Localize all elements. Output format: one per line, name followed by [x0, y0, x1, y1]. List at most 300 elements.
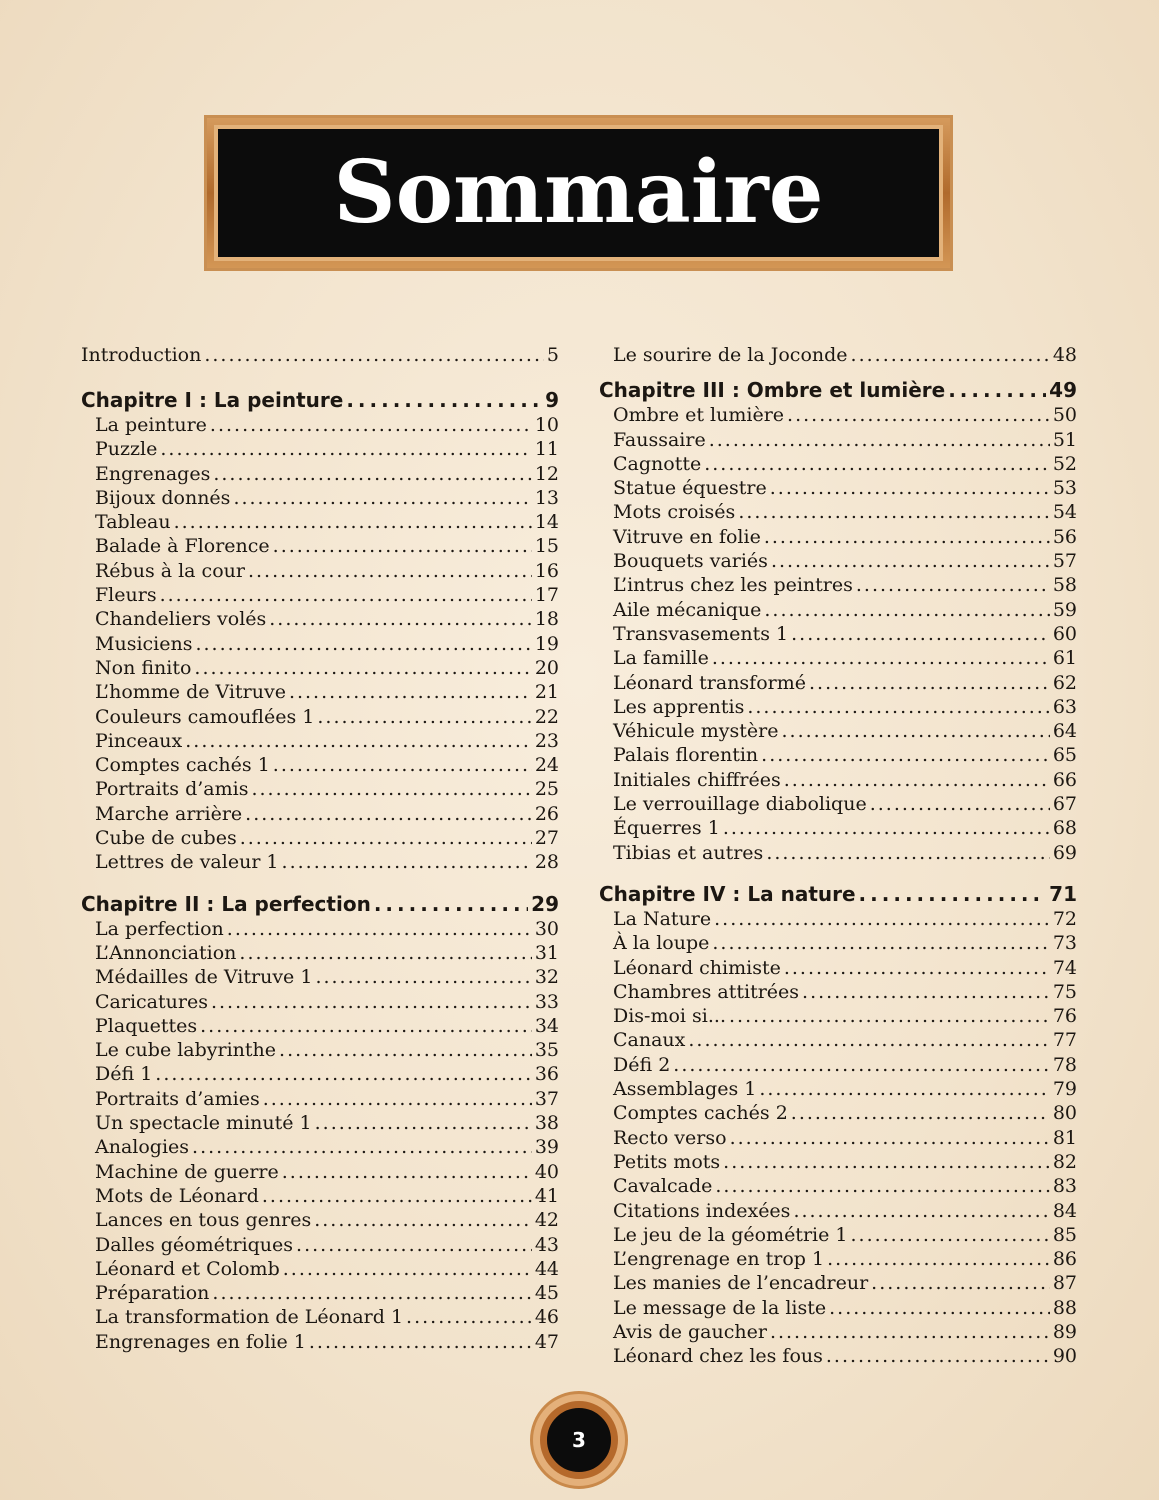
toc-entry-title: Le cube labyrinthe	[95, 1039, 277, 1062]
toc-entry-page: 9	[545, 388, 559, 412]
toc-entry-page: 41	[534, 1184, 559, 1207]
toc-chapter-heading	[599, 882, 1077, 908]
toc-entry-page: 37	[534, 1087, 559, 1110]
toc-entry-title: La transformation de Léonard 1	[95, 1306, 404, 1329]
title-banner-inner	[214, 125, 943, 261]
dot-leader	[296, 1234, 532, 1256]
dot-leader	[239, 942, 531, 964]
dot-leader	[856, 574, 1050, 596]
dot-leader	[715, 1175, 1049, 1197]
dot-leader	[289, 681, 532, 703]
toc-entry-title: Initiales chiffrées	[613, 768, 781, 791]
dot-leader	[712, 932, 1049, 954]
toc-entry	[81, 706, 559, 730]
toc-entry-title: Ombre et lumière	[613, 404, 785, 427]
toc-entry-title: Engrenages en folie 1	[95, 1330, 306, 1353]
toc-entry-title: Chapitre III : Ombre et lumière	[599, 378, 946, 403]
dot-leader	[859, 882, 1047, 906]
toc-entry-title: La famille	[613, 647, 709, 670]
dot-leader	[747, 696, 1049, 718]
toc-entry-page: 83	[1052, 1175, 1077, 1198]
toc-entry-title: Léonard et Colomb	[95, 1257, 280, 1280]
dot-leader	[283, 1258, 532, 1280]
dot-leader	[211, 991, 532, 1013]
toc-entry-title: L’homme de Vitruve	[95, 681, 286, 704]
toc-entry-page: 90	[1052, 1345, 1077, 1368]
toc-entry	[599, 932, 1077, 956]
toc-entry-title: Équerres 1	[613, 817, 720, 840]
toc-entry-page: 39	[534, 1136, 559, 1159]
toc-entry-title: Bijoux donnés	[95, 486, 231, 509]
dot-leader	[809, 672, 1050, 694]
toc-entry-page: 18	[534, 608, 559, 631]
dot-leader	[227, 918, 532, 940]
toc-entry-title: Citations indexées	[613, 1199, 791, 1222]
toc-entry-title: Lances en tous genres	[95, 1209, 312, 1232]
dot-leader	[850, 1224, 1049, 1246]
toc-entry	[599, 793, 1077, 817]
dot-leader	[704, 453, 1050, 475]
toc-entry-page: 24	[534, 754, 559, 777]
toc-entry-page: 47	[534, 1330, 559, 1353]
dot-leader	[273, 535, 532, 557]
toc-entry	[81, 1015, 559, 1039]
toc-entry-title: Cagnotte	[613, 452, 702, 475]
toc-entry-page: 84	[1052, 1199, 1077, 1222]
dot-leader	[784, 957, 1050, 979]
dot-leader	[346, 388, 542, 412]
toc-entry-page: 28	[534, 851, 559, 874]
toc-entry-page: 79	[1052, 1078, 1077, 1101]
dot-leader	[245, 803, 532, 825]
toc-entry-page: 86	[1052, 1248, 1077, 1271]
toc-entry	[81, 918, 559, 942]
dot-leader	[200, 1015, 532, 1037]
toc-entry-title: Marche arrière	[95, 802, 243, 825]
toc-entry	[81, 438, 559, 462]
toc-entry	[81, 827, 559, 851]
toc-entry-page: 11	[534, 438, 559, 461]
toc-entry-title: Engrenages	[95, 462, 211, 485]
toc-entry	[599, 453, 1077, 477]
dot-leader	[759, 1078, 1049, 1100]
toc-entry-title: Petits mots	[613, 1150, 721, 1173]
toc-entry-page: 65	[1052, 744, 1077, 767]
toc-entry	[599, 672, 1077, 696]
dot-leader	[688, 1029, 1049, 1051]
dot-leader	[309, 1331, 532, 1353]
toc-entry	[81, 535, 559, 559]
toc-entry	[599, 477, 1077, 501]
toc-entry	[81, 414, 559, 438]
toc-entry-page: 32	[534, 966, 559, 989]
toc-chapter-heading	[599, 378, 1077, 404]
dot-leader	[263, 1088, 532, 1110]
toc-entry-title: Défi 1	[95, 1063, 153, 1086]
toc-entry-page: 58	[1052, 574, 1077, 597]
toc-entry-page: 35	[534, 1039, 559, 1062]
toc-entry-title: La peinture	[95, 414, 207, 436]
toc-entry-title: Non finito	[95, 656, 192, 679]
toc-entry	[599, 1297, 1077, 1321]
toc-entry-page: 69	[1052, 841, 1077, 864]
toc-entry	[599, 1127, 1077, 1151]
toc-entry-title: Canaux	[613, 1029, 686, 1052]
toc-entry-page: 17	[534, 584, 559, 607]
toc-entry-title: Léonard chimiste	[613, 956, 781, 979]
dot-leader	[764, 599, 1049, 621]
toc-entry	[599, 1175, 1077, 1199]
toc-entry-title: Le jeu de la géométrie 1	[613, 1223, 848, 1246]
toc-entry-title: Assemblages 1	[613, 1078, 757, 1101]
toc-entry-page: 66	[1052, 768, 1077, 791]
toc-entry-title: Statue équestre	[613, 477, 767, 500]
dot-leader	[204, 344, 544, 366]
dot-leader	[673, 1054, 1050, 1076]
toc-entry-page: 77	[1052, 1029, 1077, 1052]
toc-entry-title: L’Annonciation	[95, 941, 237, 964]
toc-entry-title: Un spectacle minuté 1	[95, 1112, 312, 1135]
toc-entry	[599, 817, 1077, 841]
toc-entry	[599, 1054, 1077, 1078]
toc-entry	[599, 1272, 1077, 1296]
dot-leader	[282, 1161, 532, 1183]
toc-entry-title: Chambres attitrées	[613, 980, 800, 1003]
toc-entry	[81, 1039, 559, 1063]
toc-entry	[81, 1088, 559, 1112]
dot-leader	[771, 550, 1050, 572]
dot-leader	[315, 966, 531, 988]
dot-leader	[712, 647, 1050, 669]
dot-leader	[871, 1272, 1050, 1294]
toc-entry-title: Musiciens	[95, 632, 193, 655]
toc-entry-page: 80	[1052, 1102, 1077, 1125]
toc-entry	[81, 991, 559, 1015]
toc-entry-page: 15	[534, 535, 559, 558]
toc-entry-page: 54	[1052, 501, 1077, 524]
toc-entry-page: 16	[534, 559, 559, 582]
toc-entry-title: Pinceaux	[95, 729, 183, 752]
toc-entry-page: 42	[534, 1209, 559, 1232]
dot-leader	[784, 769, 1050, 791]
toc-entry	[81, 487, 559, 511]
toc-entry	[81, 1282, 559, 1306]
dot-leader	[185, 730, 532, 752]
toc-entry-title: Chapitre IV : La nature	[599, 881, 856, 906]
toc-entry	[81, 463, 559, 487]
toc-entry-title: Analogies	[95, 1136, 190, 1159]
dot-leader	[155, 1063, 532, 1085]
toc-entry-title: Vitruve en folie	[613, 525, 761, 548]
dot-leader	[730, 1127, 1050, 1149]
toc-entry	[81, 730, 559, 754]
dot-leader	[273, 754, 532, 776]
toc-entry-title: Le sourire de la Joconde	[613, 344, 848, 366]
toc-entry-title: Couleurs camouflées 1	[95, 705, 315, 728]
dot-leader	[212, 1282, 531, 1304]
toc-entry-page: 56	[1052, 525, 1077, 548]
toc-entry-page: 31	[534, 941, 559, 964]
toc-entry-page: 36	[534, 1063, 559, 1086]
toc-entry-page: 43	[534, 1233, 559, 1256]
dot-leader	[251, 778, 531, 800]
toc-entry-title: À la loupe	[613, 932, 710, 955]
toc-entry-title: Le verrouillage diabolique	[613, 793, 867, 816]
toc-entry-title: Lettres de valeur 1	[95, 851, 279, 874]
dot-leader	[723, 817, 1050, 839]
dot-leader	[233, 487, 531, 509]
toc-entry	[81, 1258, 559, 1282]
toc-entry-page: 27	[534, 827, 559, 850]
dot-leader	[714, 908, 1050, 930]
toc-entry-title: Introduction	[81, 344, 202, 366]
toc-entry-title: Médailles de Vitruve 1	[95, 966, 313, 989]
dot-leader	[213, 463, 531, 485]
toc-entry-title: L’intrus chez les peintres	[613, 574, 853, 597]
toc-entry-title: Chandeliers volés	[95, 608, 267, 631]
toc-entry	[599, 981, 1077, 1005]
toc-entry-page: 21	[534, 681, 559, 704]
toc-entry-page: 74	[1052, 956, 1077, 979]
toc-entry-title: Mots de Léonard	[95, 1184, 259, 1207]
page-number-circle	[540, 1401, 618, 1479]
toc-entry-page: 75	[1052, 980, 1077, 1003]
toc-entry	[81, 657, 559, 681]
dot-leader	[160, 584, 532, 606]
toc-entry	[599, 1102, 1077, 1126]
toc-entry	[599, 1224, 1077, 1248]
toc-entry	[81, 681, 559, 705]
dot-leader	[709, 429, 1050, 451]
toc-entry-title: L’engrenage en trop 1	[613, 1248, 825, 1271]
toc-entry-page: 45	[534, 1282, 559, 1305]
toc-entry-title: Avis de gaucher	[613, 1320, 767, 1343]
title-banner	[204, 115, 953, 271]
toc-entry-page: 33	[534, 990, 559, 1013]
toc-entry	[599, 842, 1077, 866]
toc-entry-title: Tableau	[95, 511, 171, 534]
toc-entry-page: 57	[1052, 550, 1077, 573]
toc-entry-page: 59	[1052, 598, 1077, 621]
toc-entry-title: Rébus à la cour	[95, 559, 245, 582]
toc-entry-page: 63	[1052, 695, 1077, 718]
toc-entry	[599, 550, 1077, 574]
toc-entry-title: La perfection	[95, 917, 224, 940]
toc-entry-page: 67	[1052, 793, 1077, 816]
toc-entry-page: 78	[1052, 1053, 1077, 1076]
toc-chapter-heading	[81, 388, 559, 414]
page-number-badge	[530, 1391, 628, 1489]
toc-entry	[81, 1161, 559, 1185]
toc-entry	[81, 942, 559, 966]
dot-leader	[770, 1321, 1050, 1343]
toc-entry-page: 23	[534, 729, 559, 752]
toc-entry-page: 40	[534, 1160, 559, 1183]
dot-leader	[738, 501, 1050, 523]
toc-entry	[81, 1209, 559, 1233]
toc-entry	[599, 1005, 1077, 1029]
toc-entry-page: 19	[534, 632, 559, 655]
toc-entry	[599, 1321, 1077, 1345]
toc-entry-page: 34	[534, 1014, 559, 1037]
toc-entry-page: 29	[531, 891, 559, 916]
toc-entry-page: 68	[1052, 817, 1077, 840]
toc-entry	[599, 720, 1077, 744]
toc-entry-title: Défi 2	[613, 1053, 671, 1076]
toc-entry-title: Chapitre II : La perfection	[81, 891, 371, 916]
toc-chapter-heading	[81, 892, 559, 918]
toc-entry-page: 12	[534, 462, 559, 485]
toc-entry	[599, 344, 1077, 368]
toc-entry	[599, 957, 1077, 981]
dot-leader	[269, 608, 532, 630]
dot-leader	[870, 793, 1050, 815]
toc-entry	[81, 560, 559, 584]
toc-entry-page: 26	[534, 802, 559, 825]
title-banner-panel	[218, 129, 939, 257]
page-title: Sommaire	[333, 142, 824, 243]
toc-entry-page: 20	[534, 656, 559, 679]
toc-entry-page: 44	[534, 1257, 559, 1280]
toc-entry-page: 14	[534, 511, 559, 534]
toc-entry-title: Puzzle	[95, 438, 158, 461]
toc-entry	[599, 1345, 1077, 1369]
toc-entry	[599, 429, 1077, 453]
toc-entry-page: 71	[1049, 881, 1077, 906]
toc-entry-page: 46	[534, 1306, 559, 1329]
dot-leader	[793, 1200, 1049, 1222]
dot-leader	[802, 981, 1050, 1003]
dot-leader	[192, 1136, 532, 1158]
toc-entry-title: Cube de cubes	[95, 827, 237, 850]
toc-entry	[81, 851, 559, 875]
toc-entry	[599, 404, 1077, 428]
dot-leader	[829, 1297, 1050, 1319]
toc-entry-page: 72	[1052, 907, 1077, 930]
dot-leader	[770, 477, 1050, 499]
toc-entry-page: 61	[1052, 647, 1077, 670]
toc-entry	[599, 908, 1077, 932]
toc-entry-page: 60	[1052, 622, 1077, 645]
dot-leader	[826, 1345, 1050, 1367]
dot-leader	[787, 404, 1050, 426]
toc-entry-title: Dalles géométriques	[95, 1233, 294, 1256]
dot-leader	[195, 633, 531, 655]
toc-entry	[81, 778, 559, 802]
dot-leader	[279, 1039, 532, 1061]
toc-entry	[599, 623, 1077, 647]
toc-entry-title: Léonard transformé	[613, 671, 806, 694]
toc-entry-title: Véhicule mystère	[613, 720, 779, 743]
toc-entry	[81, 754, 559, 778]
dot-leader	[194, 657, 531, 679]
dot-leader	[791, 1102, 1050, 1124]
toc-entry-title: Transvasements 1	[613, 622, 789, 645]
toc-left-column	[81, 344, 559, 1355]
toc-entry	[599, 1029, 1077, 1053]
toc-entry-page: 81	[1052, 1126, 1077, 1149]
dot-leader	[314, 1209, 532, 1231]
toc-entry-title: Portraits d’amis	[95, 778, 249, 801]
toc-entry	[599, 501, 1077, 525]
toc-entry-page: 88	[1052, 1296, 1077, 1319]
toc-entry-title: La Nature	[613, 907, 712, 930]
toc-entry-title: Léonard chez les fous	[613, 1345, 823, 1368]
toc-entry	[599, 647, 1077, 671]
toc-entry	[599, 769, 1077, 793]
toc-entry-page: 82	[1052, 1150, 1077, 1173]
toc-entry	[81, 1063, 559, 1087]
dot-leader	[210, 414, 532, 436]
toc-entry-title: Balade à Florence	[95, 535, 270, 558]
toc-entry	[599, 599, 1077, 623]
toc-entry-page: 5	[546, 344, 559, 366]
page-number: 3	[572, 1428, 586, 1452]
toc-right-column	[599, 344, 1077, 1370]
toc-entry-title: Les apprentis	[613, 695, 745, 718]
toc-entry-page: 25	[534, 778, 559, 801]
toc-entry	[81, 344, 559, 372]
toc-entry-page: 89	[1052, 1320, 1077, 1343]
dot-leader	[791, 623, 1050, 645]
dot-leader	[160, 438, 531, 460]
dot-leader	[374, 892, 528, 916]
dot-leader	[240, 827, 532, 849]
toc-entry-page: 73	[1052, 932, 1077, 955]
toc-entry-page: 62	[1052, 671, 1077, 694]
toc-entry-page: 48	[1052, 344, 1077, 366]
toc-entry-title: Bouquets variés	[613, 550, 768, 573]
dot-leader	[948, 378, 1046, 402]
toc-entry	[81, 1306, 559, 1330]
toc-entry-title: Les manies de l’encadreur	[613, 1272, 869, 1295]
toc-entry-title: Plaquettes	[95, 1014, 198, 1037]
toc-entry-title: Cavalcade	[613, 1175, 713, 1198]
toc-entry-page: 52	[1052, 452, 1077, 475]
toc-entry-title: Dis-moi si...	[613, 1005, 726, 1028]
toc-entry	[599, 1151, 1077, 1175]
dot-leader	[851, 344, 1050, 366]
toc-entry-page: 51	[1052, 428, 1077, 451]
dot-leader	[174, 511, 532, 533]
toc-entry	[81, 1331, 559, 1355]
toc-entry-page: 85	[1052, 1223, 1077, 1246]
toc-entry	[81, 1136, 559, 1160]
toc-entry-title: Recto verso	[613, 1126, 727, 1149]
toc-entry-title: Faussaire	[613, 428, 706, 451]
toc-entry-title: Comptes cachés 2	[613, 1102, 788, 1125]
toc-entry-page: 38	[534, 1112, 559, 1135]
dot-leader	[315, 1112, 532, 1134]
toc-entry	[599, 1248, 1077, 1272]
toc-entry-title: Chapitre I : La peinture	[81, 388, 344, 412]
dot-leader	[761, 744, 1050, 766]
toc-entry	[81, 511, 559, 535]
toc-entry-title: Machine de guerre	[95, 1160, 279, 1183]
toc-entry-title: Palais florentin	[613, 744, 759, 767]
dot-leader	[766, 842, 1050, 864]
toc-entry-title: Le message de la liste	[613, 1296, 827, 1319]
toc-entry	[599, 696, 1077, 720]
toc-entry	[81, 633, 559, 657]
toc-entry-title: Fleurs	[95, 584, 157, 607]
toc-entry-page: 87	[1052, 1272, 1077, 1295]
toc-entry-page: 30	[534, 917, 559, 940]
dot-leader	[723, 1151, 1050, 1173]
toc-entry-page: 49	[1049, 378, 1077, 403]
toc-entry-page: 76	[1052, 1005, 1077, 1028]
toc-entry-page: 50	[1052, 404, 1077, 427]
